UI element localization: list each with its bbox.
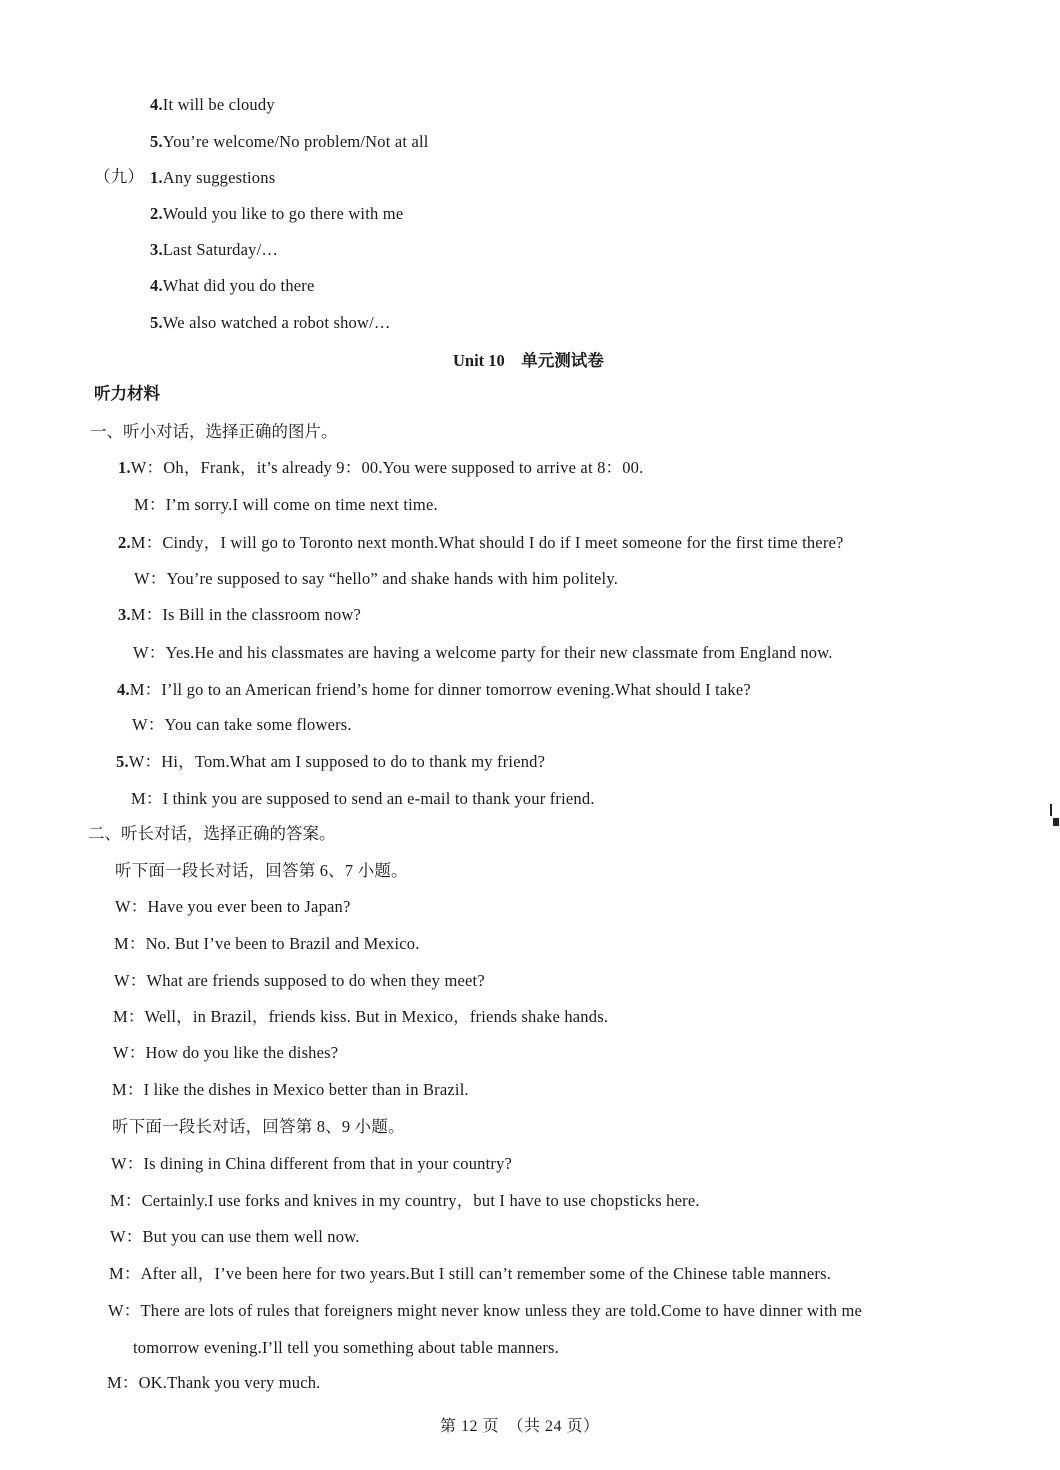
listening-heading: 听力材料 bbox=[94, 384, 160, 403]
dialogue-line: W：There are lots of rules that foreigners might never know unless they are told.Come to have dinner with me bbox=[108, 1301, 863, 1320]
unit-title: Unit 10 单元测试卷 bbox=[453, 351, 604, 370]
dialogue-line: M：After all，I’ve been here for two years.But I still can’t remember some of the Chinese table manners. bbox=[109, 1264, 832, 1283]
dialogue-line: M：I like the dishes in Mexico better than in Brazil. bbox=[112, 1080, 469, 1099]
dialogue-line: W：Is dining in China different from that in your country? bbox=[111, 1154, 513, 1173]
dialogue-line: W：What are friends supposed to do when they meet? bbox=[114, 971, 485, 990]
answer-item: 4.It will be cloudy bbox=[150, 95, 275, 114]
dialogue-line: 4.M：I’ll go to an American friend’s home for dinner tomorrow evening.What should I take? bbox=[117, 680, 751, 699]
dialogue-line: tomorrow evening.I’ll tell you something about table manners. bbox=[133, 1338, 559, 1357]
dialogue-line: W：You’re supposed to say “hello” and shake hands with him politely. bbox=[134, 569, 619, 588]
dialogue-line: 5.W：Hi，Tom.What am I supposed to do to thank my friend? bbox=[116, 752, 546, 771]
section-title: 一、听小对话，选择正确的图片。 bbox=[90, 422, 338, 441]
instruction-line: 听下面一段长对话，回答第 6、7 小题。 bbox=[115, 861, 408, 880]
dialogue-line: M：Certainly.I use forks and knives in my country，but I have to use chopsticks here. bbox=[110, 1191, 700, 1210]
answer-item: 4.What did you do there bbox=[150, 276, 315, 295]
dialogue-line: 1.W：Oh，Frank，it’s already 9：00.You were supposed to arrive at 8：00. bbox=[118, 458, 644, 477]
answer-item: 5.We also watched a robot show/… bbox=[150, 313, 391, 332]
dialogue-line: 2.M：Cindy，I will go to Toronto next month.What should I do if I meet someone for the first time there? bbox=[118, 533, 844, 552]
dialogue-line: 3.M：Is Bill in the classroom now? bbox=[118, 605, 362, 624]
dialogue-line: W：How do you like the dishes? bbox=[113, 1043, 339, 1062]
section-title: 二、听长对话，选择正确的答案。 bbox=[88, 824, 336, 843]
dialogue-line: W：Yes.He and his classmates are having a welcome party for their new classmate from England now. bbox=[133, 643, 833, 662]
scan-mark bbox=[1050, 804, 1052, 816]
dialogue-line: M：I think you are supposed to send an e-mail to thank your friend. bbox=[131, 789, 595, 808]
dialogue-line: W：Have you ever been to Japan? bbox=[115, 897, 351, 916]
dialogue-line: M：I’m sorry.I will come on time next time. bbox=[134, 495, 438, 514]
answer-item: 2.Would you like to go there with me bbox=[150, 204, 404, 223]
page-footer: 第 12 页 （共 24 页） bbox=[440, 1418, 600, 1435]
answer-item: 1.Any suggestions bbox=[150, 168, 276, 187]
dialogue-line: M：Well，in Brazil，friends kiss. But in Mexico，friends shake hands. bbox=[113, 1007, 609, 1026]
dialogue-line: W：You can take some flowers. bbox=[132, 715, 352, 734]
dialogue-line: W：But you can use them well now. bbox=[110, 1227, 360, 1246]
scan-mark bbox=[1053, 818, 1059, 826]
part-label: （九） bbox=[94, 167, 145, 186]
instruction-line: 听下面一段长对话，回答第 8、9 小题。 bbox=[112, 1117, 405, 1136]
answer-item: 5.You’re welcome/No problem/Not at all bbox=[150, 132, 429, 151]
dialogue-line: M：OK.Thank you very much. bbox=[107, 1373, 321, 1392]
answer-item: 3.Last Saturday/… bbox=[150, 240, 279, 259]
dialogue-line: M：No. But I’ve been to Brazil and Mexico. bbox=[114, 934, 420, 953]
